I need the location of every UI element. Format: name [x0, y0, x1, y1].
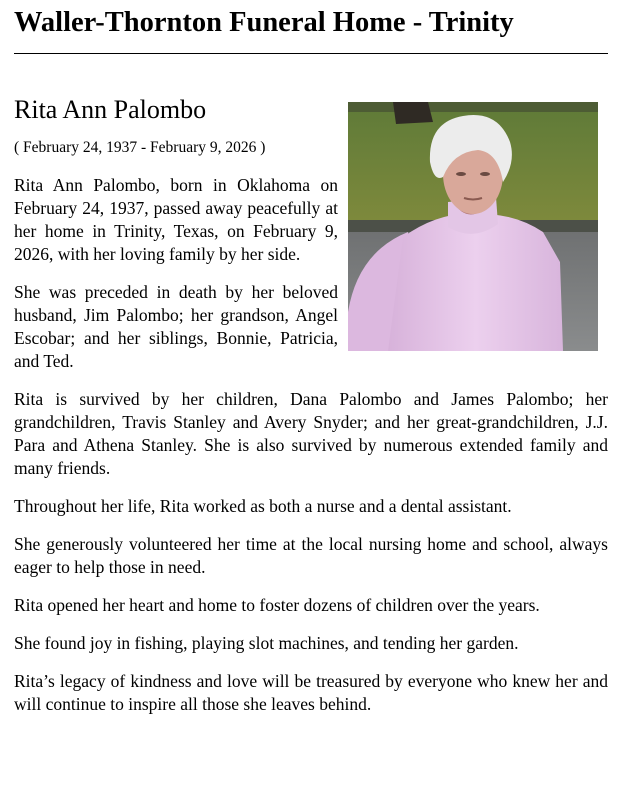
deceased-name: Rita Ann Palombo [14, 95, 207, 124]
portrait-photo [348, 102, 598, 351]
obituary-paragraph-8: Rita’s legacy of kindness and love will be treasured by everyone who knew her and will continue to inspire all those she leaves behind. [14, 671, 608, 714]
obituary-paragraph-1: Rita Ann Palombo, born in Oklahoma on February 24, 1937, passed away peacefully at her home in Trinity, Texas, on February 9, 2026, with her loving family by her side. [14, 175, 338, 264]
obituary-paragraph-5: She generously volunteered her time at the local nursing home and school, always eager to help those in need. [14, 534, 608, 577]
obituary-page [14, 0, 608, 731]
obituary-paragraph-3: Rita is survived by her children, Dana Palombo and James Palombo; her grandchildren, Travis Stanley and Avery Snyder; and her great-grandchildren, J.J. Para and Athena Stanley. She is also survived by numerous extended family and many friends. [14, 389, 608, 478]
obituary-paragraph-2: She was preceded in death by her beloved husband, Jim Palombo; her grandson, Angel Escobar; and her siblings, Bonnie, Patricia, and Ted. [14, 282, 338, 371]
obituary-paragraph-7: She found joy in fishing, playing slot machines, and tending her garden. [14, 633, 519, 653]
obituary-paragraph-6: Rita opened her heart and home to foster dozens of children over the years. [14, 595, 540, 615]
site-title: Waller-Thornton Funeral Home - Trinity [14, 7, 514, 38]
portrait-photo-icon [348, 102, 598, 351]
obituary-paragraph-4: Throughout her life, Rita worked as both a nurse and a dental assistant. [14, 496, 512, 516]
life-dates: ( February 24, 1937 - February 9, 2026 ) [14, 139, 266, 156]
header-divider [14, 53, 608, 54]
